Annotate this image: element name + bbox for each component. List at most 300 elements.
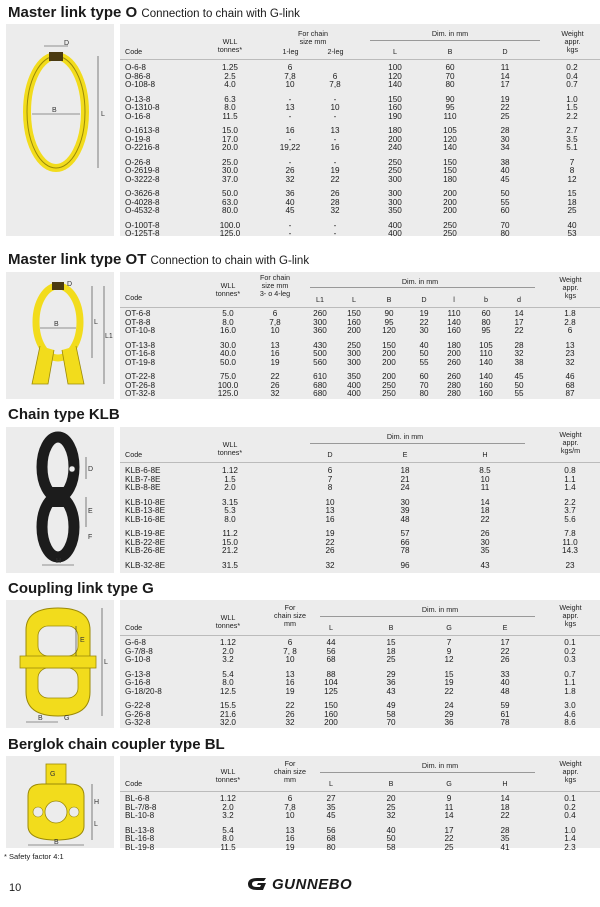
row-group xyxy=(120,310,600,336)
header-d-small: d xyxy=(517,295,521,304)
table-cell: 3.2 xyxy=(222,811,234,820)
label-b: B xyxy=(38,715,43,722)
cell-code: BL-16-8 xyxy=(125,834,155,843)
table-cell: 17 xyxy=(500,638,510,647)
table-cell: 100.0 xyxy=(219,220,241,230)
table-row xyxy=(120,702,600,711)
header-chain-size: For chain size mm xyxy=(274,759,306,784)
table-cell: 16.0 xyxy=(220,326,236,335)
table-cell: 0.7 xyxy=(564,669,576,679)
table-cell: 36 xyxy=(285,189,295,198)
table-cell: 59 xyxy=(500,701,510,710)
table-cell: 8.0 xyxy=(222,678,234,687)
table-cell: 150 xyxy=(443,166,457,175)
table-cell: 360 xyxy=(313,326,327,335)
table-cell: 22 xyxy=(500,646,510,656)
row-group xyxy=(120,562,600,571)
table-cell: 11 xyxy=(480,483,490,492)
table-cell: 18 xyxy=(400,466,410,475)
table-row xyxy=(120,656,600,665)
table-cell: 40 xyxy=(285,197,295,207)
table-body xyxy=(120,64,600,245)
table-cell: 7,8 xyxy=(284,71,296,81)
table-header xyxy=(120,427,600,463)
table-cell: 80 xyxy=(326,842,336,852)
table-cell: 1.5 xyxy=(566,103,578,112)
table-cell: 40 xyxy=(567,220,577,230)
table-cell: 43 xyxy=(386,686,396,696)
section-title-text: Chain type KLB xyxy=(8,406,120,423)
table-cell: 3.15 xyxy=(222,497,238,507)
header-h: H xyxy=(482,450,488,459)
table-cell: 32 xyxy=(514,349,524,358)
table-cell: 1.8 xyxy=(564,686,576,696)
table-row xyxy=(120,648,600,657)
table-row xyxy=(120,222,600,231)
label-f: F xyxy=(88,534,93,541)
table-cell: 19 xyxy=(419,309,429,318)
section-title-text: Coupling link type G xyxy=(8,580,154,597)
table-cell: 1.0 xyxy=(564,825,576,835)
table-row xyxy=(120,327,600,336)
cell-code: KLB-26-8E xyxy=(125,546,166,555)
table-row xyxy=(120,679,600,688)
table-cell: 32 xyxy=(330,206,340,215)
table-cell: 38 xyxy=(500,157,510,167)
table-cell: 300 xyxy=(313,317,327,327)
table-cell: 300 xyxy=(388,174,402,184)
table-cell: 19 xyxy=(330,166,340,175)
table-cell: 13 xyxy=(285,103,295,112)
table-cell: 10 xyxy=(270,326,280,335)
table-cell: 60 xyxy=(419,372,429,381)
table-cell: 13 xyxy=(270,340,280,350)
header-d: D xyxy=(421,295,427,304)
table-cell: 5.1 xyxy=(566,143,578,152)
table-row xyxy=(120,844,600,853)
table-cell: 200 xyxy=(443,206,457,215)
table-row xyxy=(120,136,600,145)
table-cell: 61 xyxy=(500,709,510,719)
row-group xyxy=(120,222,600,239)
table-cell: - xyxy=(288,111,292,121)
cell-code: G-13-8 xyxy=(125,669,151,679)
cell-code: O-3626-8 xyxy=(125,189,160,198)
header-weight: Weight appr. kgs xyxy=(559,275,582,300)
table-cell: 100 xyxy=(388,63,402,72)
table-cell: 68 xyxy=(565,380,575,390)
table-cell: 25 xyxy=(500,111,510,121)
table-cell: 17.0 xyxy=(222,134,238,144)
cell-code: OT-13-8 xyxy=(125,340,156,350)
table-cell: 6.3 xyxy=(224,94,236,104)
header-code: Code xyxy=(125,779,143,788)
table-cell: 87 xyxy=(565,389,575,398)
table-cell: 40 xyxy=(500,166,510,175)
cell-code: BL-6-8 xyxy=(125,794,150,803)
label-b: B xyxy=(54,839,59,846)
table-cell: 90 xyxy=(445,94,455,104)
table-cell: 9 xyxy=(446,794,452,803)
table-cell: 80.0 xyxy=(222,206,238,215)
table-cell: 60 xyxy=(500,206,510,215)
table-klb xyxy=(120,427,600,573)
table-cell: 11.2 xyxy=(222,529,238,538)
label-d: D xyxy=(88,466,94,473)
table-cell: 80 xyxy=(500,229,510,238)
table-header xyxy=(120,600,600,636)
table-row xyxy=(120,113,600,122)
cell-code: OT-16-8 xyxy=(125,349,156,358)
table-cell: - xyxy=(333,229,337,238)
cell-code: O-1310-8 xyxy=(125,103,160,112)
row-group xyxy=(120,342,600,368)
table-cell: 250 xyxy=(382,380,396,390)
table-cell: 200 xyxy=(382,349,396,358)
table-cell: 5.4 xyxy=(222,825,234,835)
table-header xyxy=(120,756,600,792)
cell-code: G-32-8 xyxy=(125,718,151,727)
table-cell: 7 xyxy=(446,638,452,647)
table-row xyxy=(120,484,600,493)
table-row xyxy=(120,562,600,571)
section-title-text: Master link type OT xyxy=(8,251,147,268)
cell-code: BL-13-8 xyxy=(125,825,155,835)
table-cell: 5.0 xyxy=(222,309,234,318)
table-cell: 0.2 xyxy=(564,646,576,656)
table-cell: 58 xyxy=(386,842,396,852)
label-g: G xyxy=(50,771,56,778)
header-1-leg: 1-leg xyxy=(282,47,299,56)
table-cell: 95 xyxy=(445,103,455,112)
table-cell: 110 xyxy=(447,309,461,318)
table-cell: 16 xyxy=(285,678,295,687)
table-cell: 27 xyxy=(326,794,336,803)
cell-code: G-22-8 xyxy=(125,701,151,710)
table-cell: 15 xyxy=(567,189,577,198)
table-cell: 1.12 xyxy=(220,794,236,803)
table-row xyxy=(120,96,600,105)
table-cell: 29 xyxy=(444,709,454,719)
table-cell: 280 xyxy=(447,380,461,390)
table-cell: 40 xyxy=(419,340,429,350)
label-h: H xyxy=(94,799,100,806)
table-cell: 250 xyxy=(443,220,457,230)
table-cell: 18 xyxy=(567,197,577,207)
table-cell: 95 xyxy=(481,326,491,335)
table-cell: 10 xyxy=(285,811,295,820)
table-cell: 250 xyxy=(388,166,402,175)
table-cell: 200 xyxy=(388,134,402,144)
table-cell: 120 xyxy=(443,134,457,144)
table-cell: 25 xyxy=(444,842,454,852)
table-cell: 140 xyxy=(443,143,457,152)
table-cell: 3.2 xyxy=(222,655,234,664)
table-cell: 300 xyxy=(388,189,402,198)
table-cell: 35 xyxy=(326,802,336,812)
table-cell: 19 xyxy=(285,686,295,696)
berglok-bl-illustration xyxy=(6,756,114,848)
table-cell: 140 xyxy=(479,372,493,381)
cell-code: O-13-8 xyxy=(125,94,151,104)
header-l-small: l xyxy=(453,295,455,304)
table-cell: 13 xyxy=(565,340,575,350)
table-cell: - xyxy=(288,134,292,144)
table-cell: 250 xyxy=(443,229,457,238)
table-cell: 50 xyxy=(386,834,396,843)
table-cell: 680 xyxy=(313,389,327,398)
table-cell: 6 xyxy=(287,63,293,72)
table-cell: 110 xyxy=(443,111,457,121)
table-cell: 36 xyxy=(386,678,396,687)
gunnebo-logo-icon xyxy=(246,877,268,891)
cell-code: KLB-19-8E xyxy=(125,529,166,538)
table-cell: 39 xyxy=(400,506,410,515)
header-dim: Dim. in mm xyxy=(431,29,469,38)
table-cell: 35 xyxy=(500,834,510,843)
table-cell: 10 xyxy=(325,497,335,507)
table-row xyxy=(120,719,600,728)
table-cell: 78 xyxy=(500,718,510,727)
table-cell: 70 xyxy=(445,71,455,81)
table-cell: 88 xyxy=(326,669,336,679)
header-weight: Weight appr. kgs xyxy=(559,603,582,628)
table-cell: 3.7 xyxy=(564,506,576,515)
table-cell: 22 xyxy=(500,103,510,112)
table-cell: 40.0 xyxy=(220,349,236,358)
table-cell: 260 xyxy=(313,309,327,318)
header-l: L xyxy=(329,623,333,632)
table-cell: - xyxy=(333,111,337,121)
table-row xyxy=(120,812,600,821)
table-cell: 50.0 xyxy=(220,357,236,367)
cell-code: O-125T-8 xyxy=(125,229,160,238)
table-cell: 400 xyxy=(347,389,361,398)
table-cell: 104 xyxy=(324,678,338,687)
table-cell: 75.0 xyxy=(220,372,236,381)
table-cell: 28 xyxy=(500,825,510,835)
table-cell: 23 xyxy=(565,560,575,570)
table-cell: 100.0 xyxy=(217,380,239,390)
table-cell: 400 xyxy=(388,229,402,238)
table-row xyxy=(120,804,600,813)
table-row xyxy=(120,467,600,476)
table-cell: 11.0 xyxy=(562,537,578,547)
chain-klb-illustration xyxy=(6,427,114,573)
table-cell: 6 xyxy=(332,71,338,81)
table-cell: 24 xyxy=(400,483,410,492)
brand-logo xyxy=(246,876,352,893)
table-cell: - xyxy=(333,220,337,230)
table-cell: 0.2 xyxy=(566,63,578,72)
table-cell: 45 xyxy=(326,811,336,820)
table-cell: 26 xyxy=(270,380,280,390)
header-b-small: b xyxy=(484,295,488,304)
table-row xyxy=(120,795,600,804)
table-cell: 1.5 xyxy=(224,474,236,484)
label-e: E xyxy=(80,637,85,644)
table-cell: 160 xyxy=(479,380,493,390)
label-b: B xyxy=(52,107,57,114)
table-row xyxy=(120,144,600,153)
row-group xyxy=(120,190,600,216)
table-cell: 1.25 xyxy=(222,63,238,72)
table-cell: 0.3 xyxy=(564,655,576,664)
table-cell: 48 xyxy=(500,686,510,696)
label-l: L xyxy=(104,659,108,666)
table-cell: 300 xyxy=(347,349,361,358)
table-cell: 30.0 xyxy=(222,166,238,175)
table-cell: 14.3 xyxy=(562,546,578,555)
table-cell: 0.4 xyxy=(566,71,578,81)
table-row xyxy=(120,671,600,680)
table-cell: 68 xyxy=(326,834,336,843)
table-cell: 1.12 xyxy=(220,638,236,647)
table-cell: 10 xyxy=(330,103,340,112)
table-cell: 26 xyxy=(325,546,335,555)
table-cell: 11.5 xyxy=(220,842,236,852)
table-cell: 70 xyxy=(419,380,429,390)
label-l: L xyxy=(101,111,105,118)
table-cell: 160 xyxy=(447,326,461,335)
label-d: D xyxy=(64,40,70,47)
master-link-o-illustration xyxy=(6,24,114,236)
table-cell: 240 xyxy=(388,143,402,152)
cell-code: OT-6-8 xyxy=(125,309,151,318)
table-row xyxy=(120,104,600,113)
header-chain-size: For chain size mm xyxy=(274,603,306,628)
table-cell: - xyxy=(333,94,337,104)
table-cell: 26 xyxy=(500,655,510,664)
table-cell: 1.12 xyxy=(222,466,238,475)
table-cell: 250 xyxy=(347,340,361,350)
table-cell: 45 xyxy=(500,174,510,184)
table-cell: 300 xyxy=(347,357,361,367)
table-cell: 15 xyxy=(386,638,396,647)
header-d: D xyxy=(502,47,508,56)
header-h: H xyxy=(502,779,508,788)
table-cell: 14 xyxy=(444,811,454,820)
table-cell: 68 xyxy=(326,655,336,664)
table-cell: 50 xyxy=(419,349,429,358)
table-cell: 22 xyxy=(285,701,295,710)
table-cell: 4.0 xyxy=(224,80,236,89)
table-cell: 250 xyxy=(388,157,402,167)
label-l: L xyxy=(94,319,98,326)
table-cell: 22 xyxy=(500,811,510,820)
section-title-text: Master link type O xyxy=(8,4,138,21)
table-cell: 20.0 xyxy=(222,143,238,152)
cell-code: OT-10-8 xyxy=(125,326,156,335)
header-e: E xyxy=(502,623,508,632)
table-row xyxy=(120,176,600,185)
table-cell: 90 xyxy=(384,309,394,318)
header-l1: L1 xyxy=(316,295,324,304)
table-cell: 53 xyxy=(567,229,577,238)
table-cell: 80 xyxy=(445,80,455,89)
table-cell: 8.0 xyxy=(222,834,234,843)
table-row xyxy=(120,530,600,539)
table-cell: 29 xyxy=(386,669,396,679)
table-cell: 160 xyxy=(324,709,338,719)
table-cell: 200 xyxy=(443,189,457,198)
table-row xyxy=(120,547,600,556)
table-cell: 12.5 xyxy=(220,686,236,696)
table-cell: 45 xyxy=(285,206,295,215)
cell-code: G-7/8-8 xyxy=(125,646,153,656)
section-title-text: Berglok chain coupler type BL xyxy=(8,736,225,753)
table-cell: 7.8 xyxy=(564,529,576,538)
table-cell: 22 xyxy=(270,372,280,381)
cell-code: OT-22-8 xyxy=(125,372,156,381)
table-cell: 6 xyxy=(567,326,573,335)
table-cell: 150 xyxy=(388,94,402,104)
table-cell: 13 xyxy=(330,126,340,135)
cell-code: G-10-8 xyxy=(125,655,151,664)
table-row xyxy=(120,711,600,720)
table-cell: 70 xyxy=(386,718,396,727)
table-cell: 2.0 xyxy=(222,646,234,656)
cell-code: KLB-22-8E xyxy=(125,537,166,547)
table-cell: 25 xyxy=(386,655,396,664)
table-header xyxy=(120,272,600,308)
table-row xyxy=(120,688,600,697)
table-row xyxy=(120,167,600,176)
cell-code: O-1613-8 xyxy=(125,126,160,135)
table-cell: 32 xyxy=(386,811,396,820)
table-cell: 2.0 xyxy=(222,802,234,812)
table-cell: 18 xyxy=(500,802,510,812)
table-cell: 110 xyxy=(479,349,493,358)
table-cell: 49 xyxy=(386,701,396,710)
table-cell: 0.4 xyxy=(564,811,576,820)
table-row xyxy=(120,827,600,836)
table-cell: 28 xyxy=(514,340,524,350)
table-cell: 19,22 xyxy=(279,143,301,152)
cell-code: OT-32-8 xyxy=(125,389,156,398)
header-b: B xyxy=(447,47,453,56)
header-dim: Dim. in mm xyxy=(421,761,459,770)
table-cell: 46 xyxy=(565,372,575,381)
cell-code: KLB-7-8E xyxy=(125,474,161,484)
table-cell: 25 xyxy=(386,802,396,812)
table-cell: 15.0 xyxy=(222,126,238,135)
table-cell: 2.2 xyxy=(566,111,578,121)
table-cell: 48 xyxy=(400,514,410,524)
table-cell: 32 xyxy=(285,174,295,184)
table-cell: 22 xyxy=(444,686,454,696)
table-cell: 30.0 xyxy=(220,340,236,350)
table-cell: 16 xyxy=(285,834,295,843)
table-row xyxy=(120,230,600,239)
header-l: L xyxy=(352,295,356,304)
table-cell: 28 xyxy=(500,126,510,135)
table-cell: 13 xyxy=(285,669,295,679)
table-cell: 12 xyxy=(567,174,577,184)
cell-code: OT-19-8 xyxy=(125,357,156,367)
table-cell: 10 xyxy=(480,474,490,484)
section-title-type-ot xyxy=(8,251,309,268)
table-cell: 24 xyxy=(444,701,454,710)
table-cell: 30 xyxy=(500,134,510,144)
header-code: Code xyxy=(125,293,143,302)
table-cell: 15.5 xyxy=(220,701,236,710)
table-type-g xyxy=(120,600,600,728)
table-cell: 14 xyxy=(514,309,524,318)
header-wll: WLL tonnes* xyxy=(215,613,241,630)
label-e: E xyxy=(88,508,93,515)
cell-code: BL-10-8 xyxy=(125,811,155,820)
